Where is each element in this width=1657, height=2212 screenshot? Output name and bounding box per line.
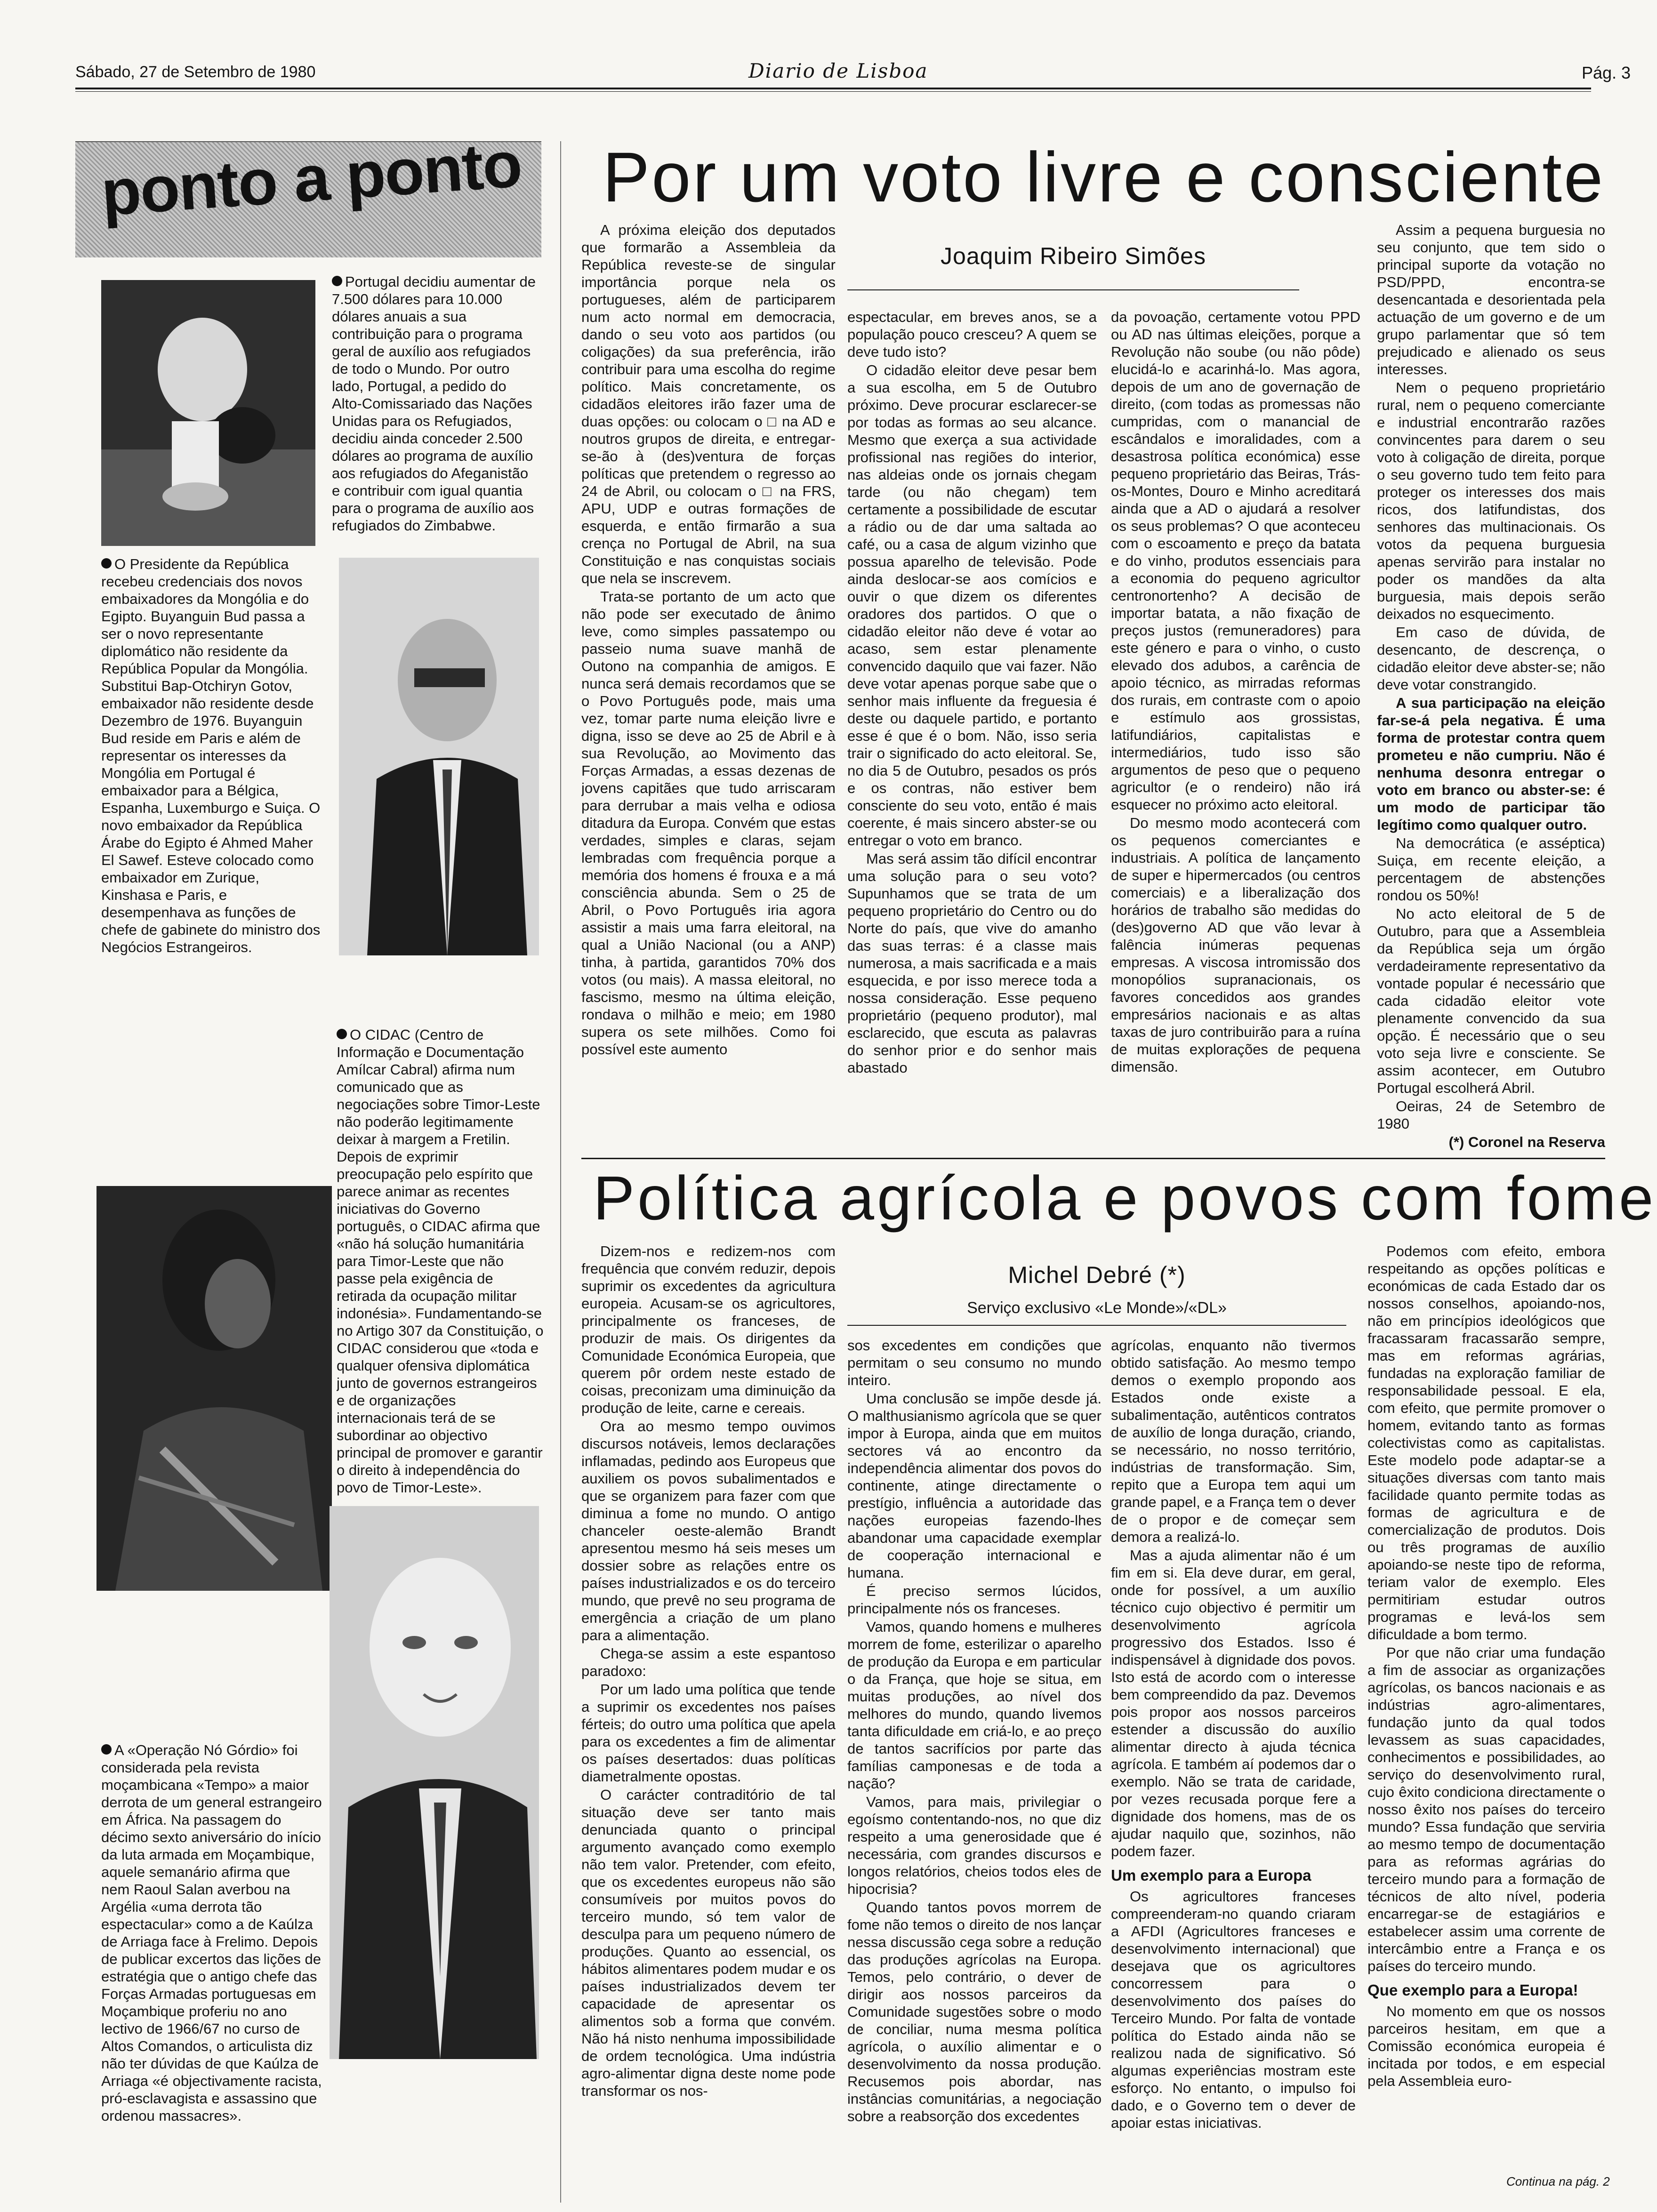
bullet-icon — [337, 1029, 347, 1039]
column-rule — [560, 141, 561, 2203]
article2-paragraph: No momento em que os nossos parceiros hesitam, em que a Comissão económica europeia é incitada por todos, e em especial pela Assembleia euro- — [1367, 2003, 1605, 2089]
article2-col3 — [1111, 1337, 1356, 2203]
article-separator — [581, 1158, 1605, 1159]
sidebar-item-text: A «Operação Nó Górdio» foi considerada pela revista moçambicana «Tempo» a maior derrota de um general estrangeiro em África. Na passagem do décimo sexto aniversário do início da luta armada em Moçambique, aquele semanário afirma que nem Raoul Salan averbou na Argélia «uma derrota tão espectacular» como a de Kaúlza de Arriaga face à Frelimo. Depois de publicar excertos das lições de estratégia que o antigo chefe das Forças Armadas portuguesas em Moçambique proferiu no ano lectivo de 1966/67 no curso de Altos Comandos, o articulista diz não ter dúvidas de que Kaúlza de Arriaga «é objectivamente racista, pró-esclavagista e assassino que ordenou massacres». — [101, 1742, 322, 2124]
article2-paragraph: Chega-se assim a este espantoso paradoxo: — [581, 1645, 836, 1679]
article2-service: Serviço exclusivo «Le Monde»/«DL» — [967, 1299, 1227, 1317]
article1-paragraph: Na democrática (e asséptica) Suiça, em recente eleição, a percentagem de abstenções rondou os 50%! — [1377, 835, 1605, 904]
article2-headline: Política agrícola e povos com fome — [593, 1163, 1657, 1233]
byline-rule — [847, 289, 1299, 290]
masthead-rule-thin — [75, 91, 1591, 92]
article2-paragraph: Podemos com efeito, embora respeitando as opções políticas e económicas de cada Estado dar os nossos conselhos, apoiando-nos, não em princípios ideológicos que fracassaram fracassarão sempre, mas em reformas agrárias, fundadas na exploração familiar de responsabilidade pessoal. E ela, com efeito, que permite promover o homem, evitando tanto as formas colectivistas como as capitalistas. Este modelo pode adaptar-se a situações diversas com tanto mais facilidade quanto permite todas as formas de agricultura e de comercialização de produtos. Dois ou três programas de auxílio apoiando-se neste tipo de reforma, teriam valor de exemplo. Eles permitiriam estudar outros programas e levá-los sem dificuldade a bom termo. — [1367, 1243, 1605, 1643]
masthead-page: Pág. 3 — [1582, 63, 1631, 82]
masthead-rule — [75, 88, 1591, 89]
article1-paragraph: A próxima eleição dos deputados que formarão a Assembleia da República reveste-se de singular importância porque nela os portugueses, além de participarem num acto normal em democracia, dando o seu voto aos partidos (ou coligações) da sua preferência, irão contribuir para uma escolha do regime político. Mais concretamente, os cidadãos eleitores irão fazer uma de duas opções: ou colocam o □ na AD e noutros grupos de direita, e entregar-se-ão à (des)ventura de forças políticas que pretendem o regresso ao 24 de Abril, ou colocam o □ na FRS, APU, UDP e outras formações de esquerda, e então firmarão a sua crença no Portugal de Abril, na sua Constituição e nas conquistas sociais que nela se inscrevem. — [581, 222, 836, 586]
article2-subhead: Que exemplo para a Europa! — [1367, 1981, 1578, 1999]
article2-paragraph: Quando tantos povos morrem de fome não temos o direito de nos lançar nessa discussão cega sobre a redução das produções agrícolas na Europa. Temos, pelo contrário, o dever de dirigir aos nossos parceiros da Comunidade sugestões sobre o modo de conciliar, numa mesma política agrícola, o auxílio alimentar e o desenvolvimento da nossa produção. Recusemos pois abordar, nas instâncias comunitárias, a negociação sobre a reabsorção dos excedentes — [847, 1899, 1102, 2124]
bullet-icon — [101, 1744, 112, 1755]
article2-paragraph: Vamos, quando homens e mulheres morrem de fome, esterilizar o aparelho de produção da Europa e em particular o da França, que hoje se situa, em muitas produções, ao nível dos melhores do mundo, quando livemos tanta dificuldade em criá-lo, e ao preço de tantos sacrifícios por parte das famílias camponesas e de toda a nação? — [847, 1619, 1102, 1792]
sidebar-heading-box — [75, 128, 541, 257]
article1-paragraph: Do mesmo modo acontecerá com os pequenos comerciantes e industriais. A política de lançamento de super e hipermercados (ou centros comerciais) e a liberalização dos horários de trabalho são medidas do (des)governo AD que vão levar à falência inúmeras pequenas empresas. A viscosa intromissão dos monopólios supranacionais, os favores concedidos aos grandes empresários nacionais e as altas taxas de juro contribuirão para a ruína de muitas explorações de pequena dimensão. — [1111, 815, 1360, 1075]
article2-paragraph: Por um lado uma política que tende a suprimir os excedentes nos países férteis; do outro uma política que apela para os excedentes a fim de alimentar os países desertados: duas políticas diametralmente opostas. — [581, 1681, 836, 1785]
article2-paragraph: Mas a ajuda alimentar não é um fim em si. Ela deve durar, em geral, onde for possível, a um auxílio técnico cujo objectivo é permitir um desenvolvimento agrícola progressivo dos Estados. Isso é indispensável à dignidade dos povos. Isto está de acordo com o interesse bem compreendido da paz. Devemos pois propor aos nossos parceiros estender a discussão do auxílio alimentar directo à ajuda técnica agrícola. E também aí podemos dar o exemplo. Não se trata de caridade, por vezes recusada porque fere a dignidade dos homens, mas de os ajudar naquilo que, sozinhos, não podem fazer. — [1111, 1547, 1356, 1859]
sidebar-item-text: O Presidente da República recebeu credenciais dos novos embaixadores da Mongólia e do Egipto. Buyanguin Bud passa a ser o novo representante diplomático não residente da República Popular da Mongólia. Substitui Bap-Otchiryn Gotov, embaixador não residente desde Dezembro de 1976. Buyanguin Bud reside em Paris e além de representar os interesses da Mongólia em Portugal é embaixador para a Bélgica, Espanha, Luxemburgo e Suiça. O novo embaixador da República Árabe do Egipto é Ahmed Maher El Sawef. Esteve colocado como embaixador em Zurique, Kinshasa e Paris, e desempenhava as funções de chefe de gabinete do ministro dos Negócios Estrangeiros. — [101, 556, 321, 955]
article1-paragraph: Trata-se portanto de um acto que não pode ser executado de ânimo leve, como simples passatempo ou passeio numa suave manhã de Outono na companhia de amigos. E nunca será demais recordamos que se o Povo Português pode, mais uma vez, tomar parte numa eleição livre e digna, isso se deve ao 25 de Abril e à sua Revolução, ao Movimento das Forças Armadas, a essas dezenas de jovens capitães que tudo arriscaram para derrubar a mais velha e odiosa ditadura da Europa. Convém que estas verdades, simples e claras, sejam lembradas com frequência porque a memória dos homens é frouxa e a má consciência abunda. Sem o 25 de Abril, o Povo Português iria agora assistir a mais uma farra eleitoral, na qual a União Nacional (ou a ANP) tinha, à partida, garantidos 70% dos votos (ou mais). A massa eleitoral, no fascismo, mesmo na última eleição, rondava o milhão e meio; em 1980 supera os sete milhões. Como foi possível este aumento — [581, 588, 836, 1058]
article1-paragraph: Em caso de dúvida, de desencanto, de descrença, o cidadão eleitor deve abster-se; não deve votar constrangido. — [1377, 624, 1605, 693]
article1-paragraph: da povoação, certamente votou PPD ou AD nas últimas eleições, porque a Revolução não soube (ou não pôde) elucidá-lo e acarinhá-lo. Mas agora, depois de um ano de governação de direito, (com todas as promessas não cumpridas, com o manancial de escândalos e imoralidades, com a desastrosa política económica) esse pequeno proprietário das Beiras, Trás-os-Montes, Douro e Minho acreditará ainda que a AD o ajudará a resolver os seus problemas? O que aconteceu com o escoamento e preço da batata e do vinho, produtos essenciais para a economia do pequeno agricultor centronortenho? A decisão de importar batata, a não fixação de preços justos (remuneradores) para este género e para o vinho, o custo elevado dos adubos, a carência de apoio técnico, as mirradas reformas dos rurais, em contraste com o apoio e estímulo aos grossistas, latifundiários, capitalistas e intermediários, tudo isso são argumentos de peso que o pequeno agricultor (e o rendeiro) não irá esquecer no próximo acto eleitoral. — [1111, 309, 1360, 813]
article2-paragraph: O carácter contraditório de tal situação deve ser tanto mais denunciada quanto o principal argumento avançado como exemplo não tem valor. Pretender, com efeito, que os excedentes europeus não são consumíveis por muitos povos do terceiro mundo, só tem valor de desculpa para um pequeno número de produções. Quanto ao essencial, os hábitos alimentares podem mudar e os países industrializados devem ter capacidade de apresentar os alimentos sob a forma que convém. Não há nisto nenhuma impossibilidade de ordem tecnológica. Uma indústria agro-alimentar digna deste nome pode transformar os nos- — [581, 1787, 836, 2099]
sidebar-photo-timor — [97, 1186, 332, 1591]
sidebar-item-cidac — [337, 1026, 544, 1501]
article1-paragraph: No acto eleitoral de 5 de Outubro, para que a Assembleia da República seja um órgão verdadeiramente representativo da vontade popular é necessário que cada cidadão eleitor vote plenamente convencido da sua opção. É necessário que o seu voto seja livre e consciente. Se assim acontecer, em Outubro Portugal escolherá Abril. — [1377, 906, 1605, 1096]
article1-col1 — [581, 221, 836, 1162]
article1-paragraph: espectacular, em breves anos, se a população pouco cresceu? A quem se deve tudo isto? — [847, 309, 1097, 360]
sidebar-photo-ambassador — [339, 558, 539, 955]
article2-col1 — [581, 1242, 836, 2203]
masthead-date: Sábado, 27 de Setembro de 1980 — [75, 63, 316, 81]
article2-paragraph: Ora ao mesmo tempo ouvimos discursos notáveis, lemos declarações inflamadas, pedindo aos Europeus que auxiliem os povos subalimentados e que se organizem para fazer com que diminua a fome no mundo. O antigo chanceler oeste-alemão Brandt apresentou mesmo há seis meses um dossier sobre as relações entre os países industrializados e os do terceiro mundo, que prevê no seu programa de emergência a criação de um plano para a alimentação. — [581, 1418, 836, 1643]
article1-paragraph: A sua participação na eleição far-se-á pela negativa. É uma forma de protestar contra quem prometeu e não cumpriu. Não é nenhuma desonra entregar o voto em branco ou abster-se: é um modo de participar tão legítimo como qualquer outro. — [1377, 695, 1605, 833]
article2-paragraph: Por que não criar uma fundação a fim de associar as organizações agrícolas, os bancos nacionais e as indústrias agro-alimentares, fundação junto da qual todos levassem as suas capacidades, conhecimentos e possibilidades, ao serviço do desenvolvimento rural, cujo êxito condiciona directamente o nosso êxito nos países do terceiro mundo? Essa fundação que serviria ao mesmo tempo de documentação para as reformas agrárias do terceiro mundo para a formação de técnicos de alto nível, poderia encarregar-se de estagiários e estabelecer assim uma corrente de intercâmbio entre a França e os países do terceiro mundo. — [1367, 1644, 1605, 1974]
bullet-icon — [332, 276, 342, 286]
article2-paragraph: agrícolas, enquanto não tivermos obtido satisfação. Ao mesmo tempo demos o exemplo propondo aos Estados onde existe a subalimentação, autênticos contratos de auxílio de longa duração, criando, se necessário, no nosso território, indústrias de transformação. Sim, repito que a Europa tem aqui um grande papel, e a França tem o dever de o propor e de começar sem demora a realizá-lo. — [1111, 1337, 1356, 1545]
article2-paragraph: É preciso sermos lúcidos, principalmente nós os franceses. — [847, 1583, 1102, 1617]
article1-paragraph: Mas será assim tão difícil encontrar uma solução para o seu voto? Supunhamos que se trata de um pequeno proprietário do Centro ou do Norte do país, que vive do amanho das suas terras: é a classe mais numerosa, a mais sacrificada e a mais esquecida, e por isso merece toda a nossa consideração. Esse pequeno proprietário (pequeno produtor), mal esclarecido, que escuta as palavras do senhor prior e do senhor mais abastado — [847, 850, 1097, 1076]
article2-col4 — [1367, 1242, 1605, 2165]
article1-byline: Joaquim Ribeiro Simões — [941, 243, 1206, 269]
article1-dateline: Oeiras, 24 de Setembro de 1980 — [1377, 1098, 1605, 1132]
continued-link[interactable]: Continua na pág. 2 — [1506, 2174, 1610, 2188]
article2-paragraph: Vamos, para mais, privilegiar o egoísmo contentando-nos, no que diz respeito a uma generosidade que é necessária, com grandes discursos e longos relatórios, cheios todos eles de hipocrisia? — [847, 1794, 1102, 1897]
article1-paragraph: O cidadão eleitor deve pesar bem a sua escolha, em 5 de Outubro próximo. Deve procurar esclarecer-se por todas as formas ao seu alcance. Mesmo que exerça a sua actividade profissional nas regiões do interior, nas aldeias onde os jornais chegam tarde (ou não chegam) tem certamente a possibilidade de escutar a rádio ou de dar uma saltada ao café, ou a casa de algum vizinho que possua aparelho de televisão. Pode ainda deslocar-se aos comícios e ouvir o que dizem os diferentes oradores dos partidos. O que o cidadão eleitor não deve é votar ao acaso, sem estar plenamente convencido daquilo que vai fazer. Não deve votar apenas porque sabe que o senhor mais influente da freguesia é deste ou daquele partido, e portanto esse é que é o bom. Não, isso seria trair o significado do acto eleitoral. Se, no dia 5 de Outubro, pesados os prós e os contras, não estiver bem consciente do seu voto, então é mais coerente, é mais sincero abster-se ou entregar o voto em branco. — [847, 362, 1097, 849]
byline-rule — [847, 1325, 1346, 1326]
bullet-icon — [101, 558, 112, 569]
article1-col2 — [847, 308, 1097, 1162]
article1-paragraph: Nem o pequeno proprietário rural, nem o pequeno comerciante e industrial encontrarão razões convincentes para darem o seu voto à coligação de direita, porque o seu governo tudo tem feito para proteger os interesses dos mais ricos, dos latifundistas, dos senhores das multinacionais. Os votos da pequena burguesia apenas servirão para instalar no poder os mandões da alta burguesia, mais depois serão deixados no esquecimento. — [1377, 379, 1605, 622]
sidebar-item-text: O CIDAC (Centro de Informação e Documentação Amílcar Cabral) afirma num comunicado que as negociações sobre Timor-Leste não poderão legitimamente deixar à margem a Fretilin. Depois de exprimir preocupação pelo espírito que parece animar as recentes iniciativas do Governo português, o CIDAC afirma que «não há solução humanitária para Timor-Leste que não passe pela exigência de retirada da ocupação militar indonésia». Fundamentando-se no Artigo 307 da Constituição, o CIDAC considerou que «toda e qualquer ofensiva diplomática junto de governos estrangeiros e de organizações internacionais terá de se subordinar ao objectivo principal de promover e garantir o direito à independência do povo de Timor-Leste». — [337, 1026, 544, 1496]
article2-paragraph: Os agricultores franceses compreenderam-no quando criaram a AFDI (Agricultores franceses e desenvolvimento internacional) que desejava que os agricultores concorressem para o desenvolvimento dos países do Terceiro Mundo. Por falta de vontade política do Estado ainda não se realizou nada de significativo. Só algumas experiências mostram este esforço. No entanto, o impulso foi dado, e o Governo tem o dever de apoiar estas iniciativas. — [1111, 1888, 1356, 2131]
sidebar-item-embassadors — [101, 555, 322, 1148]
article2-byline: Michel Debré (*) — [1008, 1262, 1186, 1288]
article2-col2 — [847, 1337, 1102, 2203]
masthead-title: Diario de Lisboa — [748, 59, 928, 82]
sidebar-photo-arriaga — [330, 1506, 539, 2059]
article2-paragraph: Dizem-nos e redizem-nos com frequência que convém reduzir, depois suprimir os excedentes da agricultura europeia. Acusam-se os agricultores, principalmente os franceses, de produzir de mais. Os dirigentes da Comunidade Económica Europeia, que querem pôr ordem neste estado de coisas, preconizam uma diminuição da produção de leite, carne e cereais. — [581, 1243, 836, 1416]
sidebar-heading: ponto a ponto — [99, 128, 524, 230]
article1-headline: Por um voto livre e consciente — [603, 137, 1605, 216]
sidebar-item-refugees — [332, 273, 539, 555]
sidebar-item-gordio — [101, 1741, 322, 2203]
article2-subhead: Um exemplo para a Europa — [1111, 1867, 1311, 1884]
article1-paragraph: Assim a pequena burguesia no seu conjunto, que tem sido o principal suporte da votação no PSD/PPD, encontra-se desencantada e desorientada pela actuação de um governo e de um grupo parlamentar que só tem prejudicado e alienado os seus interesses. — [1377, 222, 1605, 377]
article2-paragraph: Uma conclusão se impõe desde já. O malthusianismo agrícola que se quer impor à Europa, ainda que em muitos sectores vá ao encontro da independência alimentar dos povos do continente, atinge directamente o prestígio, influência a autoridade das nações europeias fazendo-lhes abandonar uma capacidade exemplar de cooperação internacional e humana. — [847, 1390, 1102, 1581]
sidebar-photo-refugees — [101, 280, 315, 546]
article1-col3 — [1111, 308, 1360, 1162]
sidebar-item-text: Portugal decidiu aumentar de 7.500 dólares para 10.000 dólares anuais a sua contribuição para o programa geral de auxílio aos refugiados de todo o Mundo. Por outro lado, Portugal, a pedido do Alto-Comissariado das Nações Unidas para os Refugiados, decidiu ainda conceder 2.500 dólares ao programa de auxílio aos refugiados do Afeganistão e contribuir com igual quantia para o programa de auxílio aos refugiados do Zimbabwe. — [332, 273, 536, 534]
article1-col4 — [1377, 221, 1605, 1162]
article2-paragraph: sos excedentes em condições que permitam o seu consumo no mundo inteiro. — [847, 1337, 1102, 1388]
article1-footnote: (*) Coronel na Reserva — [1448, 1134, 1605, 1150]
